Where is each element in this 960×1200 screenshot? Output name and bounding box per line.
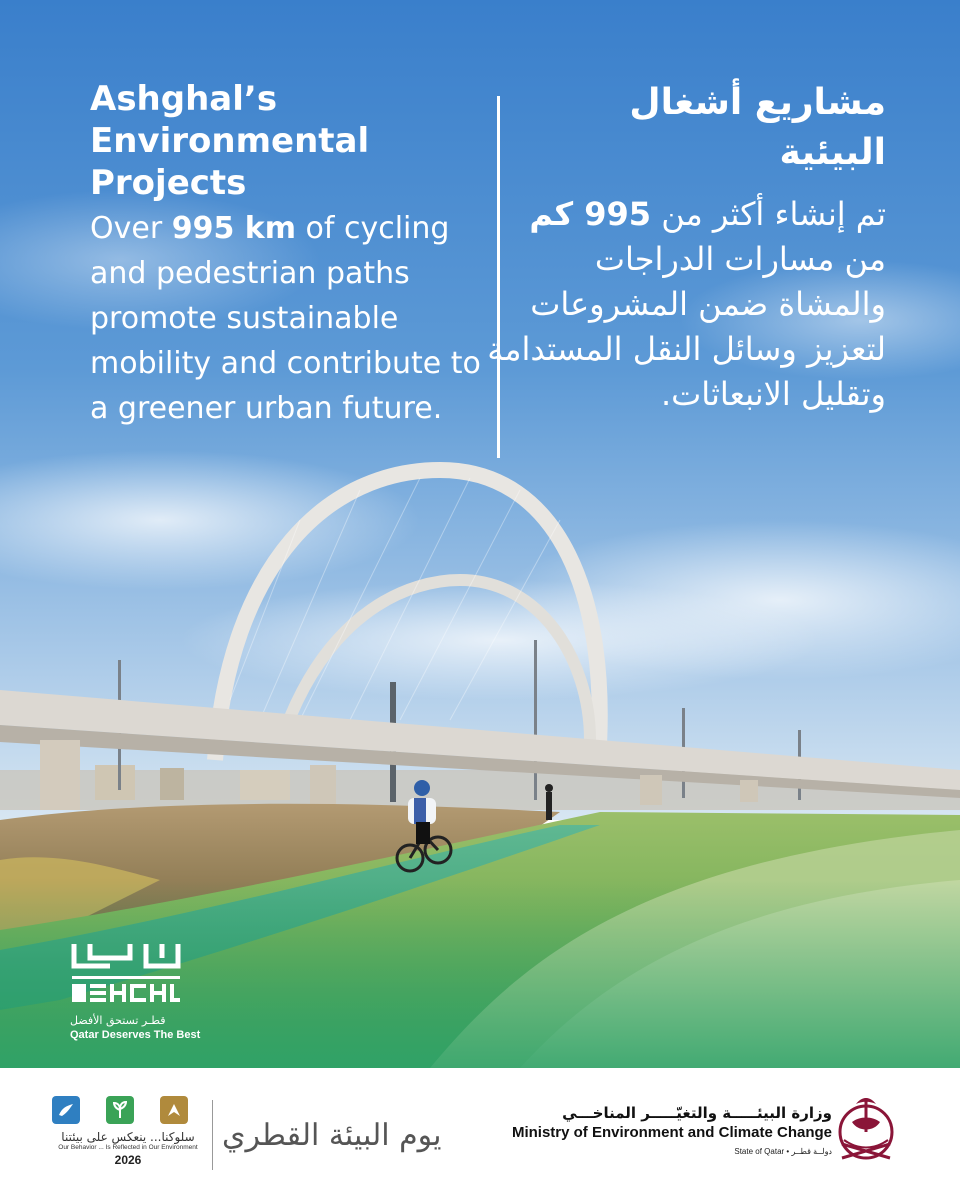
falcon-icon bbox=[160, 1096, 188, 1124]
plant-icon bbox=[106, 1096, 134, 1124]
arabic-title-line2: البيئية bbox=[779, 132, 886, 173]
campaign-slogan-ar: سلوكنا... ينعكس على بيئتنا bbox=[61, 1130, 195, 1144]
english-body-highlight: 995 km bbox=[171, 211, 296, 246]
arabic-title bbox=[486, 78, 886, 178]
arabic-body-pre: تم إنشاء أكثر من bbox=[661, 195, 886, 233]
arabic-title-line1: مشاريع أشغال bbox=[629, 82, 886, 123]
qatar-environment-day-logo: يوم البيئة القطري bbox=[222, 1118, 442, 1153]
campaign-icons bbox=[52, 1096, 208, 1124]
arabic-text-block bbox=[486, 78, 886, 417]
arabic-body-post: من مسارات الدراجات والمشاة ضمن المشروعات لتعزيز وسائل النقل المستدامة وتقليل الانبعاثات. bbox=[487, 240, 886, 413]
english-title-line3: Projects bbox=[90, 163, 247, 203]
footer bbox=[0, 1068, 960, 1200]
state-of-qatar: State of Qatar • دولــة قطــر bbox=[734, 1147, 832, 1156]
campaign-year: 2026 bbox=[114, 1153, 142, 1167]
wildlife-icon bbox=[52, 1096, 80, 1124]
ministry-name-ar: وزارة البيئـــــة والتغيّـــــر المناخـــي bbox=[562, 1104, 832, 1122]
ministry-logo-text bbox=[512, 1104, 832, 1156]
english-title-line2: Environmental bbox=[90, 121, 370, 161]
qatar-emblem-icon bbox=[834, 1088, 898, 1178]
english-text-block bbox=[90, 78, 490, 431]
english-title-line1: Ashghal’s bbox=[90, 79, 278, 119]
ministry-name-en: Ministry of Environment and Climate Change bbox=[511, 1124, 832, 1141]
campaign-logo bbox=[48, 1096, 208, 1167]
english-title bbox=[90, 78, 490, 204]
arabic-body-highlight: 995 كم bbox=[529, 195, 652, 233]
ashghal-logo bbox=[70, 940, 201, 1041]
footer-separator bbox=[212, 1100, 213, 1170]
ashghal-tagline-en: Qatar Deserves The Best bbox=[70, 1029, 201, 1041]
ashghal-logo-mark-icon bbox=[70, 940, 182, 1004]
english-body-post: of cycling and pedestrian paths promote sustainable mobility and contribute to a greener urban future. bbox=[90, 211, 481, 426]
ashghal-tagline-ar: قطـر تستحق الأفضل bbox=[70, 1014, 166, 1027]
english-body bbox=[90, 206, 490, 431]
campaign-slogan-en: Our Behavior ... Is Reflected in Our Environment bbox=[58, 1144, 198, 1151]
english-body-pre: Over bbox=[90, 211, 172, 246]
arabic-body bbox=[486, 192, 886, 417]
